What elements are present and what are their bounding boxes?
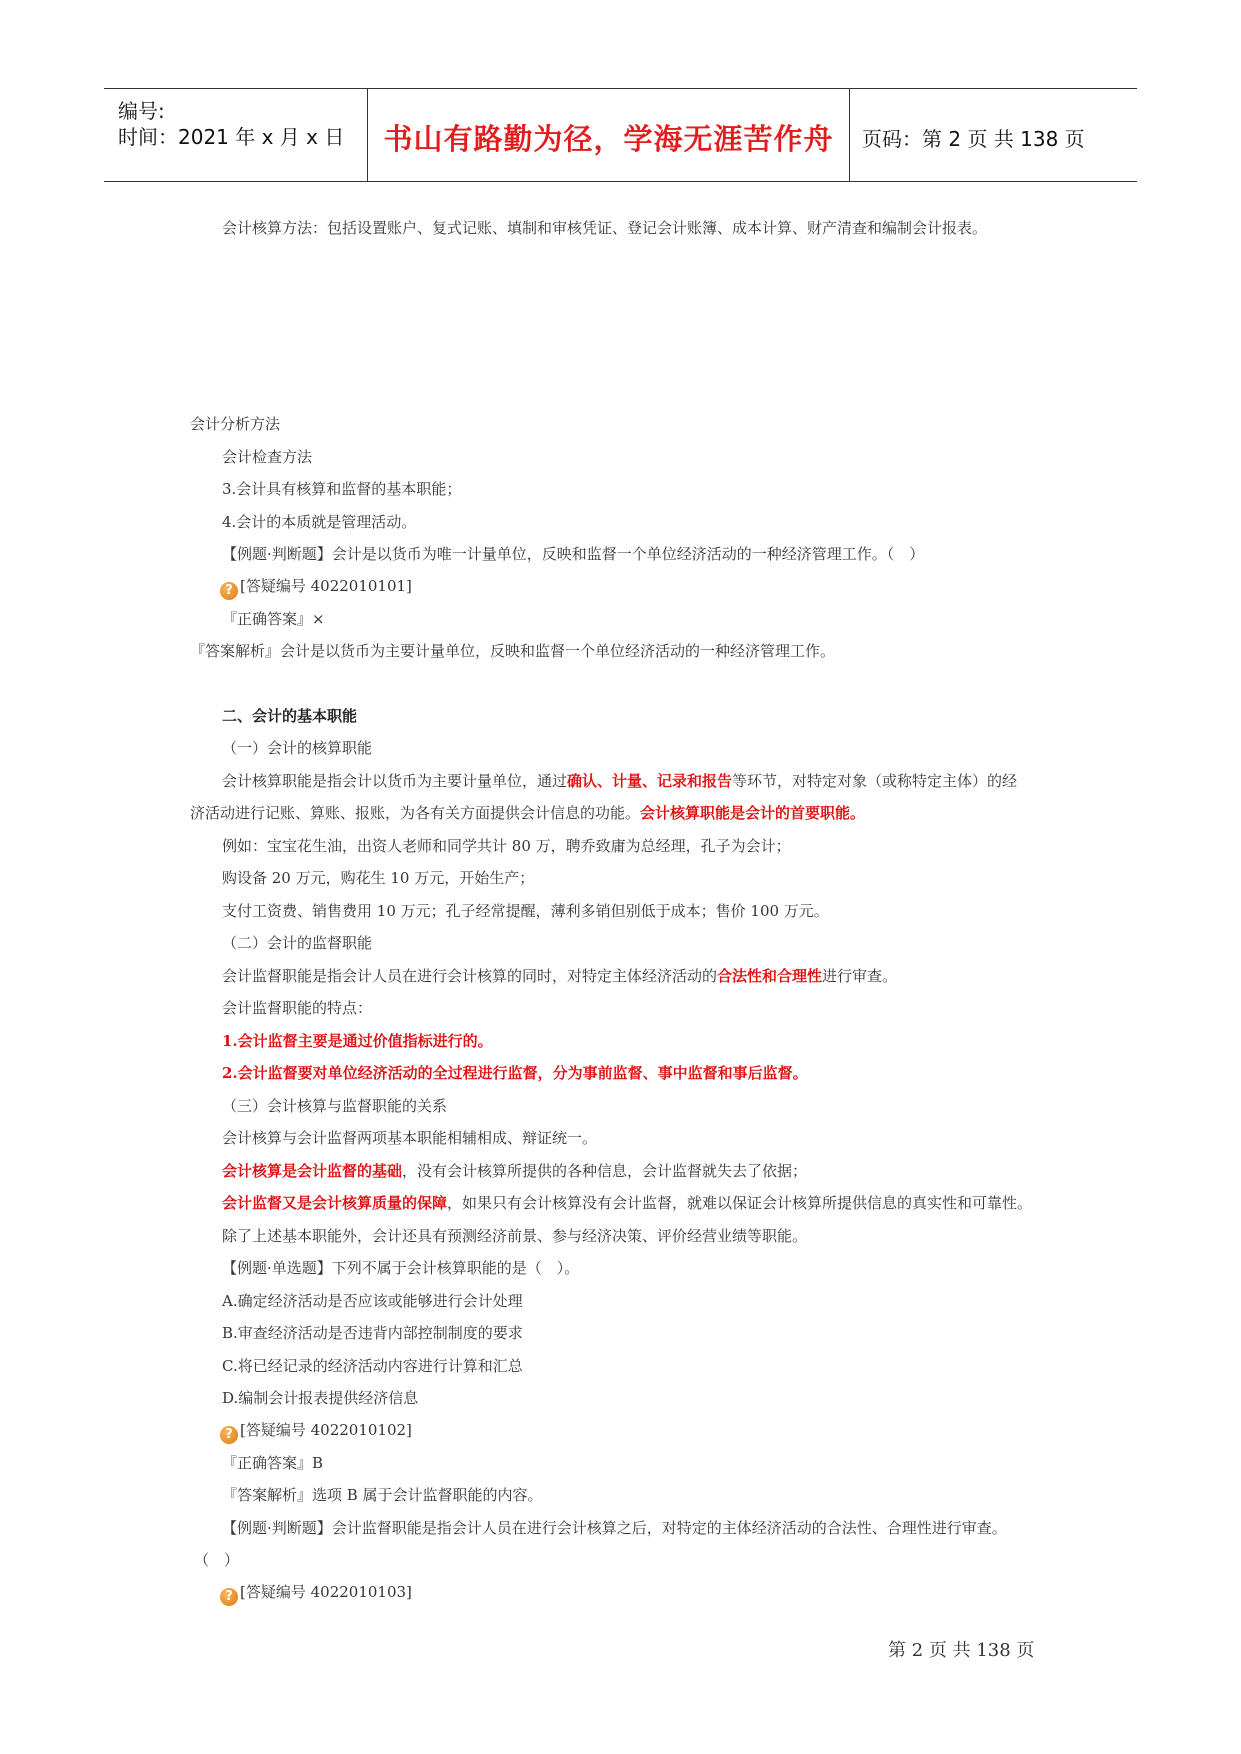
correct-answer: 『正确答案』B [222, 1454, 324, 1472]
paragraph [222, 1161, 807, 1181]
paragraph: 会计监督职能的特点： [222, 999, 373, 1017]
answer-ref [220, 576, 412, 600]
option: B.审查经济活动是否违背内部控制制度的要求 [222, 1324, 523, 1342]
answer-ref [220, 1582, 412, 1606]
paragraph: 会计核算方法：包括设置账户、复式记账、填制和审核凭证、登记会计账簿、成本计算、财产清查和编制会计报表。 [222, 219, 988, 237]
question-mark-icon: ? [220, 582, 238, 600]
paragraph: 3.会计具有核算和监督的基本职能； [222, 480, 462, 498]
page-code: 页码：第 2 页 共 138 页 [862, 127, 1085, 151]
text-span: ，没有会计核算所提供的各种信息，会计监督就失去了依据； [402, 1162, 808, 1180]
question: 【例题·判断题】会计监督职能是指会计人员在进行会计核算之后，对特定的主体经济活动的合法性、合理性进行审查。 [222, 1519, 1007, 1537]
text-span: 进行审查。 [822, 967, 898, 985]
answer-ref [220, 1420, 412, 1444]
time-label: 时间：2021 年 x 月 x 日 [118, 125, 345, 149]
paragraph: 除了上述基本职能外，会计还具有预测经济前景、参与经济决策、评价经营业绩等职能。 [222, 1227, 808, 1245]
paragraph [222, 966, 897, 986]
highlight-span: 会计监督又是会计核算质量的保障 [222, 1194, 448, 1212]
highlight-paragraph: 2.会计监督要对单位经济活动的全过程进行监督，分为事前监督、事中监督和事后监督。 [222, 1064, 808, 1082]
text-span: 等环节，对特定对象（或称特定主体）的经 [732, 772, 1018, 790]
answer-ref-text: [答疑编号 4022010101] [240, 577, 412, 595]
subsection-heading: （一）会计的核算职能 [222, 739, 373, 757]
answer-analysis: 『答案解析』选项 B 属于会计监督职能的内容。 [222, 1486, 543, 1504]
paragraph: 购设备 20 万元，购花生 10 万元，开始生产； [222, 869, 535, 887]
option: A.确定经济活动是否应该或能够进行会计处理 [222, 1292, 523, 1310]
paragraph: 会计分析方法 [190, 415, 281, 433]
option: C.将已经记录的经济活动内容进行计算和汇总 [222, 1357, 523, 1375]
paragraph: 支付工资费、销售费用 10 万元；孔子经常提醒，薄利多销但别低于成本；售价 100 万元。 [222, 902, 829, 920]
page-header [104, 88, 1137, 182]
question-mark-icon: ? [220, 1426, 238, 1444]
text-span: ，如果只有会计核算没有会计监督，就难以保证会计核算所提供信息的真实性和可靠性。 [447, 1194, 1033, 1212]
highlight-span: 会计核算职能是会计的首要职能。 [640, 804, 866, 822]
question-blank: （ ） [194, 1551, 240, 1569]
motto: 书山有路勤为径，学海无涯苦作舟 [383, 122, 834, 156]
paragraph: 会计检查方法 [222, 448, 313, 466]
question: 【例题·单选题】下列不属于会计核算职能的是（ ）。 [222, 1259, 580, 1277]
number-label: 编号: [118, 99, 165, 123]
answer-ref-text: [答疑编号 4022010103] [240, 1583, 412, 1601]
paragraph: 会计核算与会计监督两项基本职能相辅相成、辩证统一。 [222, 1129, 598, 1147]
subsection-heading: （三）会计核算与监督职能的关系 [222, 1097, 448, 1115]
paragraph: 4.会计的本质就是管理活动。 [222, 513, 417, 531]
header-motto-cell [368, 89, 850, 181]
highlight-span: 确认、计量、记录和报告 [567, 772, 733, 790]
paragraph: 例如：宝宝花生油，出资人老师和同学共计 80 万，聘乔致庸为总经理，孔子为会计； [222, 837, 791, 855]
correct-answer: 『正确答案』× [222, 610, 325, 628]
text-span: 会计核算职能是指会计以货币为主要计量单位，通过 [222, 772, 568, 790]
answer-analysis: 『答案解析』会计是以货币为主要计量单位，反映和监督一个单位经济活动的一种经济管理工作。 [190, 642, 836, 660]
paragraph [222, 1193, 1032, 1213]
header-info-cell [104, 89, 368, 181]
subsection-heading: （二）会计的监督职能 [222, 934, 373, 952]
highlight-paragraph: 1.会计监督主要是通过价值指标进行的。 [222, 1032, 493, 1050]
highlight-span: 合法性和合理性 [717, 967, 823, 985]
paragraph [222, 771, 1017, 791]
question-mark-icon: ? [220, 1588, 238, 1606]
highlight-span: 会计核算是会计监督的基础 [222, 1162, 403, 1180]
header-page-cell [850, 89, 1137, 181]
option: D.编制会计报表提供经济信息 [222, 1389, 419, 1407]
text-span: 济活动进行记账、算账、报账，为各有关方面提供会计信息的功能。 [190, 804, 641, 822]
answer-ref-text: [答疑编号 4022010102] [240, 1421, 412, 1439]
page-footer: 第 2 页 共 138 页 [888, 1640, 1035, 1661]
section-heading: 二、会计的基本职能 [222, 707, 358, 725]
question: 【例题·判断题】会计是以货币为唯一计量单位，反映和监督一个单位经济活动的一种经济管理工作。（ ） [222, 545, 925, 563]
paragraph [190, 803, 865, 823]
text-span: 会计监督职能是指会计人员在进行会计核算的同时，对特定主体经济活动的 [222, 967, 718, 985]
